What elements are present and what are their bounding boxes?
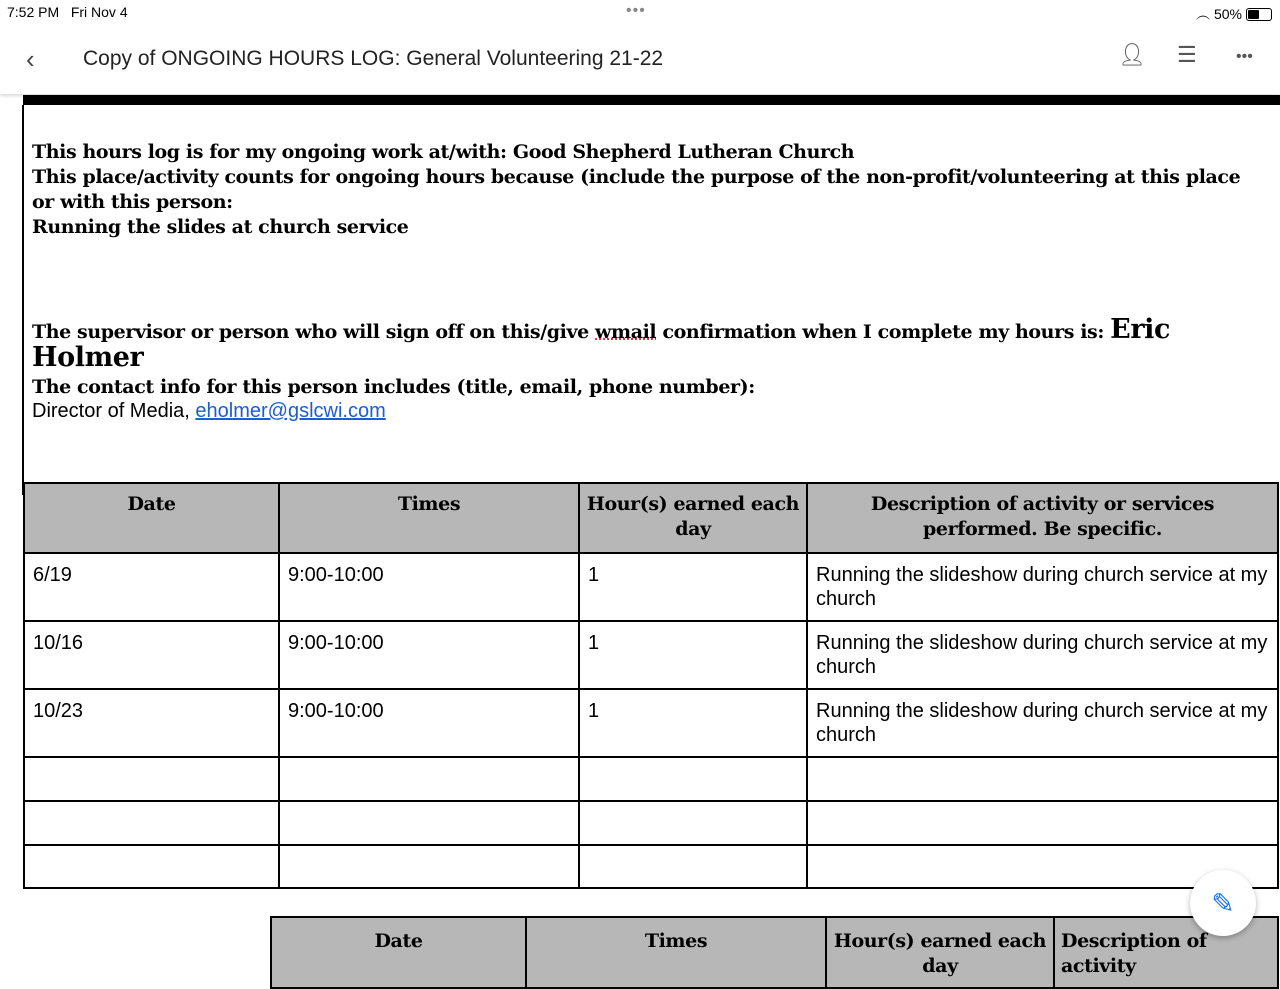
contact-title: Director of Media, [32,400,196,422]
comment-icon[interactable]: ☰ [1177,42,1197,67]
cell-description[interactable]: Running the slideshow during church service at my church [807,689,1278,757]
header-hours: Hour(s) earned each day [826,917,1054,988]
battery-percent: 50% [1213,6,1242,22]
cell[interactable] [579,757,807,801]
header-times: Times [279,483,579,553]
cell-times[interactable]: 9:00-10:00 [279,553,579,621]
header-date: Date [24,483,279,553]
supervisor-label: The supervisor or person who will sign off on this/give [32,321,596,343]
cell[interactable] [24,801,279,845]
empty-row[interactable] [24,757,1278,801]
cell[interactable] [579,801,807,845]
cell-times[interactable]: 9:00-10:00 [279,689,579,757]
header-hours: Hour(s) earned each day [579,483,807,553]
status-time [7,4,128,20]
page-border [22,105,24,495]
battery-icon [1246,8,1272,21]
work-place-line: This hours log is for my ongoing work at/with: Good Shepherd Lutheran Church [32,141,855,163]
cell-date[interactable]: 6/19 [24,553,279,621]
cell[interactable] [24,845,279,888]
cell-times[interactable]: 9:00-10:00 [279,621,579,689]
document-title: Copy of ONGOING HOURS LOG: General Volunteering 21-22 [83,47,664,70]
supervisor-label-end: confirmation when I complete my hours is: [656,321,1111,343]
header-divider [23,95,1280,105]
cell-hours[interactable]: 1 [579,689,807,757]
add-person-icon[interactable]: 👤︎ [1118,42,1146,67]
cell-date[interactable]: 10/23 [24,689,279,757]
cell[interactable] [24,757,279,801]
intro-block [32,140,1260,240]
cell-hours[interactable]: 1 [579,621,807,689]
header-date: Date [271,917,526,988]
cell[interactable] [279,757,579,801]
supervisor-name: Eric Holmer [32,314,1171,373]
contact-label: The contact info for this person includes (title, email, phone number): [32,376,755,398]
empty-row[interactable] [24,845,1278,888]
table-row[interactable] [24,621,1278,689]
table-row[interactable] [24,553,1278,621]
cell[interactable] [579,845,807,888]
purpose-answer: Running the slides at church service [32,216,409,238]
misspelled-word: wmail [595,321,657,343]
cell-date[interactable]: 10/16 [24,621,279,689]
empty-row[interactable] [24,801,1278,845]
supervisor-line [32,314,1260,373]
table-row[interactable] [24,689,1278,757]
hours-table [23,482,1279,889]
table-header-row [271,917,1278,988]
cell[interactable] [279,845,579,888]
purpose-line: This place/activity counts for ongoing hours because (include the purpose of the non-profit/volunteering at this place or with this person: [32,166,1241,213]
hours-table-2 [270,916,1279,989]
table-header-row [24,483,1278,553]
header-description: Description of activity or services performed. Be specific. [807,483,1278,553]
cell[interactable] [279,801,579,845]
app-bar [0,24,1280,94]
cell-description[interactable]: Running the slideshow during church service at my church [807,553,1278,621]
cell-description[interactable]: Running the slideshow during church service at my church [807,621,1278,689]
multitasking-dots-icon[interactable]: ••• [626,2,646,19]
status-right [1196,4,1272,24]
cell[interactable] [807,757,1278,801]
cell[interactable] [807,801,1278,845]
contact-email-link[interactable]: eholmer@gslcwi.com [195,400,386,422]
header-times: Times [526,917,826,988]
pencil-icon: ✎ [1211,887,1235,919]
contact-info [32,400,1260,423]
wifi-icon: ︵ [1195,6,1210,22]
more-options-icon[interactable]: ••• [1236,48,1253,65]
time: 7:52 PM [7,4,60,20]
header-description: Description of activity [1054,917,1278,988]
cell-hours[interactable]: 1 [579,553,807,621]
back-button[interactable]: ‹ [26,44,35,74]
status-bar [0,0,1280,24]
date: Fri Nov 4 [70,4,128,20]
document-page [0,95,1280,977]
edit-button[interactable] [1190,870,1256,936]
